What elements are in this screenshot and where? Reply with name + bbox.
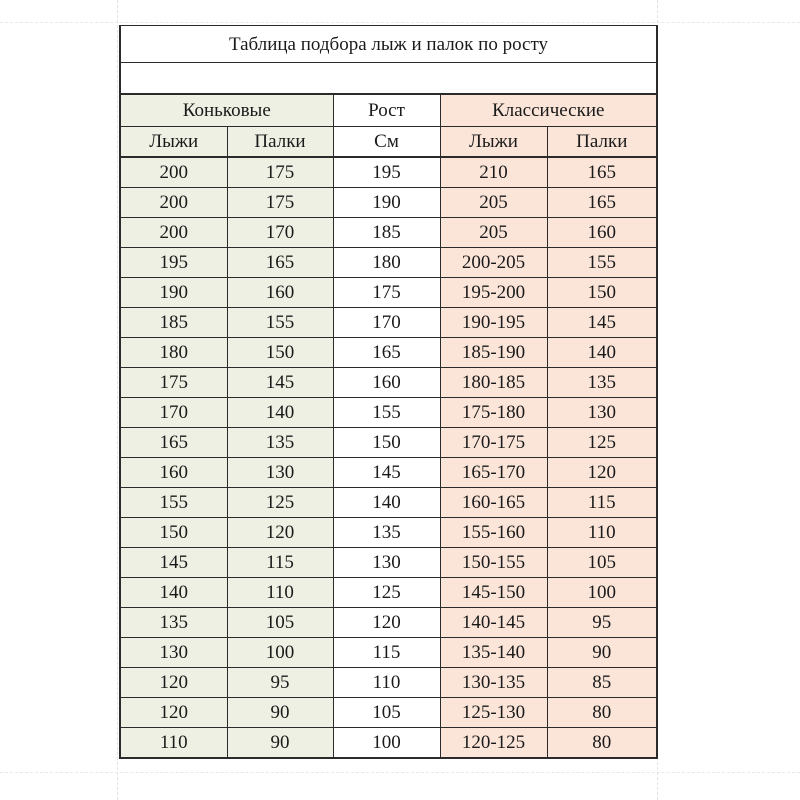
classic-skis-cell: 170-175	[440, 428, 547, 458]
classic-skis-cell: 165-170	[440, 458, 547, 488]
height-cm-cell: 145	[333, 458, 440, 488]
skate-skis-cell: 160	[120, 458, 227, 488]
skate-skis-cell: 170	[120, 398, 227, 428]
table-row	[120, 248, 657, 278]
skate-skis-cell: 195	[120, 248, 227, 278]
height-cm-cell: 190	[333, 188, 440, 218]
height-cm-cell: 195	[333, 157, 440, 188]
skate-poles-cell: 175	[227, 188, 333, 218]
classic-skis-cell: 175-180	[440, 398, 547, 428]
table-row	[120, 638, 657, 668]
subheader-skate-poles: Палки	[227, 127, 333, 158]
skate-skis-cell: 140	[120, 578, 227, 608]
skate-poles-cell: 170	[227, 218, 333, 248]
skate-skis-cell: 200	[120, 157, 227, 188]
skate-poles-cell: 120	[227, 518, 333, 548]
classic-skis-cell: 120-125	[440, 728, 547, 759]
classic-skis-cell: 210	[440, 157, 547, 188]
skate-skis-cell: 190	[120, 278, 227, 308]
table-row	[120, 608, 657, 638]
classic-skis-cell: 205	[440, 218, 547, 248]
height-cm-cell: 180	[333, 248, 440, 278]
height-cm-cell: 170	[333, 308, 440, 338]
classic-skis-cell: 125-130	[440, 698, 547, 728]
skate-skis-cell: 135	[120, 608, 227, 638]
table-row	[120, 278, 657, 308]
classic-poles-cell: 165	[547, 157, 657, 188]
skate-skis-cell: 130	[120, 638, 227, 668]
classic-poles-cell: 95	[547, 608, 657, 638]
skate-poles-cell: 140	[227, 398, 333, 428]
classic-skis-cell: 150-155	[440, 548, 547, 578]
ski-size-table	[119, 25, 658, 759]
skate-poles-cell: 105	[227, 608, 333, 638]
skate-skis-cell: 120	[120, 668, 227, 698]
skate-poles-cell: 145	[227, 368, 333, 398]
skate-skis-cell: 200	[120, 218, 227, 248]
classic-poles-cell: 140	[547, 338, 657, 368]
height-cm-cell: 120	[333, 608, 440, 638]
skate-poles-cell: 160	[227, 278, 333, 308]
table-row	[120, 428, 657, 458]
skate-poles-cell: 95	[227, 668, 333, 698]
table-row	[120, 308, 657, 338]
classic-poles-cell: 105	[547, 548, 657, 578]
table-row	[120, 338, 657, 368]
table-row	[120, 458, 657, 488]
skate-skis-cell: 145	[120, 548, 227, 578]
group-header-height: Рост	[333, 94, 440, 127]
classic-poles-cell: 120	[547, 458, 657, 488]
height-cm-cell: 105	[333, 698, 440, 728]
skate-skis-cell: 175	[120, 368, 227, 398]
classic-skis-cell: 185-190	[440, 338, 547, 368]
height-cm-cell: 125	[333, 578, 440, 608]
table-row	[120, 368, 657, 398]
height-cm-cell: 160	[333, 368, 440, 398]
classic-skis-cell: 195-200	[440, 278, 547, 308]
table-row	[120, 578, 657, 608]
classic-poles-cell: 130	[547, 398, 657, 428]
classic-skis-cell: 205	[440, 188, 547, 218]
subheader-skate-skis: Лыжи	[120, 127, 227, 158]
classic-skis-cell: 190-195	[440, 308, 547, 338]
classic-poles-cell: 150	[547, 278, 657, 308]
skate-skis-cell: 150	[120, 518, 227, 548]
skate-poles-cell: 165	[227, 248, 333, 278]
classic-skis-cell: 140-145	[440, 608, 547, 638]
skate-poles-cell: 135	[227, 428, 333, 458]
skate-poles-cell: 115	[227, 548, 333, 578]
skate-poles-cell: 100	[227, 638, 333, 668]
table-row	[120, 488, 657, 518]
table-row	[120, 668, 657, 698]
classic-skis-cell: 155-160	[440, 518, 547, 548]
height-cm-cell: 110	[333, 668, 440, 698]
table-row	[120, 728, 657, 759]
classic-poles-cell: 115	[547, 488, 657, 518]
skate-skis-cell: 110	[120, 728, 227, 759]
classic-poles-cell: 90	[547, 638, 657, 668]
classic-skis-cell: 130-135	[440, 668, 547, 698]
skate-skis-cell: 165	[120, 428, 227, 458]
classic-poles-cell: 155	[547, 248, 657, 278]
table-row	[120, 698, 657, 728]
classic-poles-cell: 80	[547, 698, 657, 728]
skate-skis-cell: 120	[120, 698, 227, 728]
gridline	[0, 22, 800, 23]
gridline	[0, 772, 800, 773]
skate-poles-cell: 90	[227, 728, 333, 759]
classic-skis-cell: 180-185	[440, 368, 547, 398]
group-header-classic: Классические	[440, 94, 657, 127]
height-cm-cell: 165	[333, 338, 440, 368]
classic-poles-cell: 110	[547, 518, 657, 548]
skate-poles-cell: 155	[227, 308, 333, 338]
classic-poles-cell: 165	[547, 188, 657, 218]
skate-skis-cell: 200	[120, 188, 227, 218]
skate-poles-cell: 175	[227, 157, 333, 188]
subheader-classic-skis: Лыжи	[440, 127, 547, 158]
classic-poles-cell: 100	[547, 578, 657, 608]
table-row	[120, 188, 657, 218]
height-cm-cell: 175	[333, 278, 440, 308]
gridline	[117, 0, 118, 800]
height-cm-cell: 140	[333, 488, 440, 518]
classic-skis-cell: 135-140	[440, 638, 547, 668]
classic-poles-cell: 135	[547, 368, 657, 398]
skate-poles-cell: 110	[227, 578, 333, 608]
classic-poles-cell: 80	[547, 728, 657, 759]
height-cm-cell: 155	[333, 398, 440, 428]
height-cm-cell: 150	[333, 428, 440, 458]
skate-poles-cell: 130	[227, 458, 333, 488]
skate-poles-cell: 150	[227, 338, 333, 368]
group-header-skate: Коньковые	[120, 94, 333, 127]
table-row	[120, 218, 657, 248]
table-row	[120, 518, 657, 548]
table-row	[120, 398, 657, 428]
classic-poles-cell: 125	[547, 428, 657, 458]
subheader-classic-poles: Палки	[547, 127, 657, 158]
table-row	[120, 548, 657, 578]
classic-skis-cell: 145-150	[440, 578, 547, 608]
table-row	[120, 157, 657, 188]
classic-skis-cell: 160-165	[440, 488, 547, 518]
classic-poles-cell: 85	[547, 668, 657, 698]
skate-skis-cell: 155	[120, 488, 227, 518]
height-cm-cell: 185	[333, 218, 440, 248]
blank-row	[120, 63, 657, 95]
skate-skis-cell: 185	[120, 308, 227, 338]
height-cm-cell: 115	[333, 638, 440, 668]
table-title: Таблица подбора лыж и палок по росту	[120, 26, 657, 63]
height-cm-cell: 100	[333, 728, 440, 759]
skate-skis-cell: 180	[120, 338, 227, 368]
subheader-height-cm: См	[333, 127, 440, 158]
skate-poles-cell: 90	[227, 698, 333, 728]
skate-poles-cell: 125	[227, 488, 333, 518]
height-cm-cell: 135	[333, 518, 440, 548]
classic-skis-cell: 200-205	[440, 248, 547, 278]
classic-poles-cell: 160	[547, 218, 657, 248]
classic-poles-cell: 145	[547, 308, 657, 338]
height-cm-cell: 130	[333, 548, 440, 578]
